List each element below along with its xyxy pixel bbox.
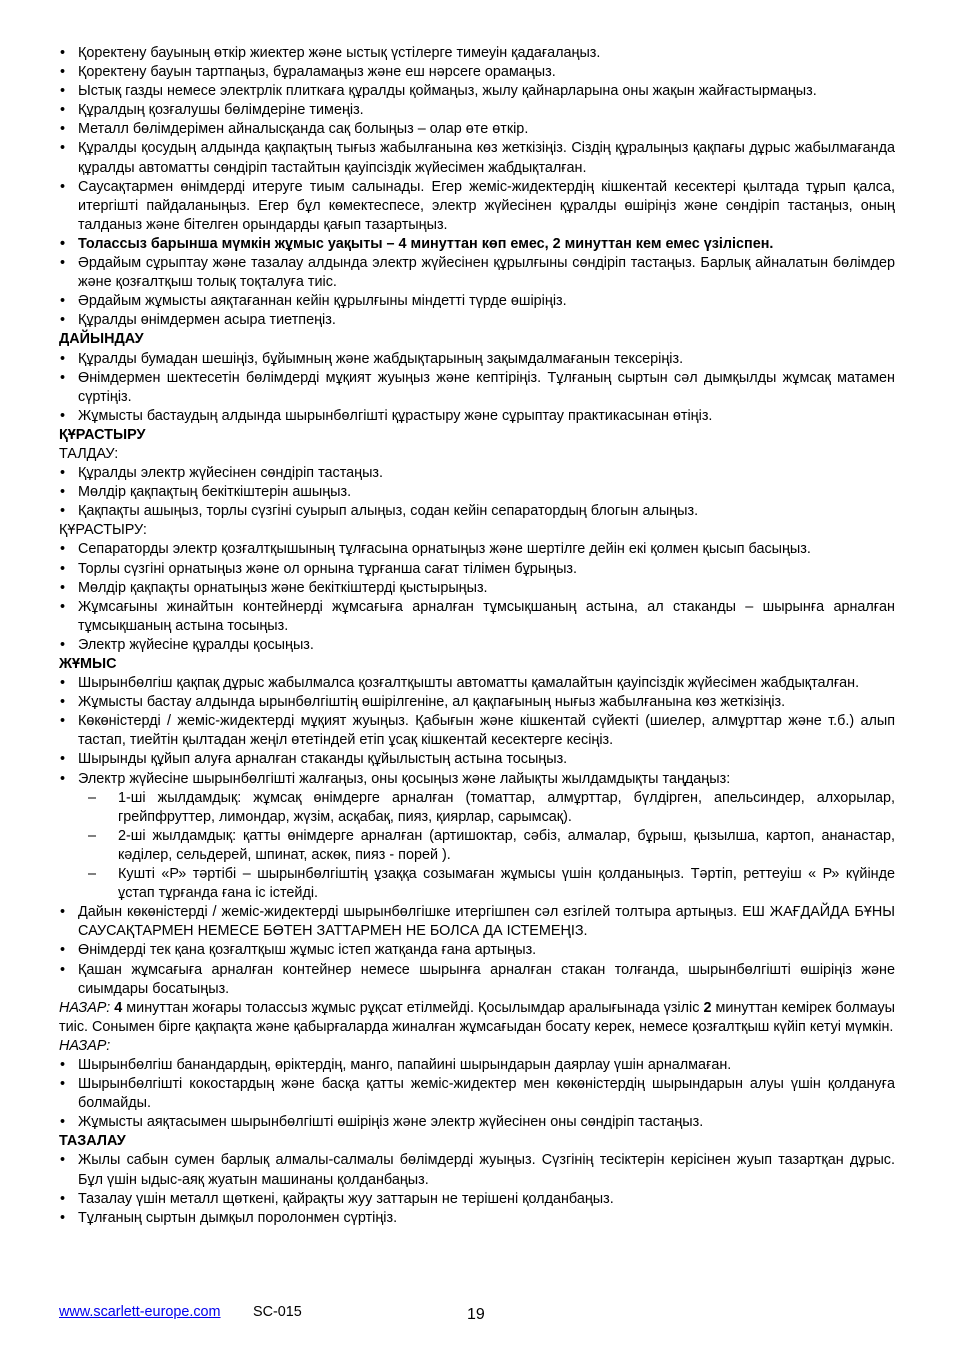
list-item: • Құралды бумадан шешіңіз, бұйымның және жабдықтарының зақымдалмағанын тексеріңіз. [59,350,895,369]
list-item: • Шырынбөлгішті кокостардың және басқа қатты жеміс-жидектер мен көкөністердің шырындарын алуы үшін қолдануға болмайды. [59,1075,895,1113]
warning-paragraph [59,999,895,1037]
warning-number: 2 [703,999,712,1016]
page-number: 19 [467,1306,485,1323]
list-item: • Жұмысты бастаудың алдында шырынбөлгішті құрастыру және сұрыптау практикасынан өтіңіз. [59,407,895,426]
warning-list [59,1056,895,1132]
warning-text: минуттан жоғары толассыз жұмыс рұқсат етілмейді. Қосылымдар аралығынада үзіліс [122,999,704,1016]
list-item: • Құралдың қозғалушы бөлімдеріне тимеңіз. [59,101,895,120]
assembly-label: ҚҰРАСТЫРУ: [59,522,147,539]
speed-item: – 1-ші жылдамдық: жұмсақ өнімдерге арналған (томаттар, алмұрттар, бүлдірген, апельсиндер, алхорылар, грейпфруттер, лимондар, жүзім, асқабақ, пияз, қиярлар, сарымсақ). [59,789,895,827]
list-item: • Жұмысты аяқтасымен шырынбөлгішті өшіріңіз және электр жүйесінен оны сөндіріп тастаңыз. [59,1113,895,1132]
warning-number: 4 [114,999,123,1016]
list-item: • Әрдайым жұмысты аяқтағаннан кейін құрылғыны міндетті түрде өшіріңіз. [59,292,895,311]
section-heading-assembly: ҚҰРАСТЫРУ [59,426,146,443]
list-item: • Өнімдерді тек қана қозғалтқыш жұмыс істеп жатқанда ғана артыңыз. [59,941,895,960]
list-item: • Электр жүйесіне шырынбөлгішті жалғаңыз, оны қосыңыз және лайықты жылдамдықты таңдаңыз: [59,770,895,789]
list-item: • Шырынбөлгіш банандардың, өріктердің, манго, папайині шырындарын даярлау үшін арналмаған. [59,1056,895,1075]
list-item: • Ыстық газды немесе электрлік плиткаға құралды қоймаңыз, жылу қайнарларына оны жақын жайғастырмаңыз. [59,82,895,101]
list-item: • Жұмысты бастау алдында ырынбөлгіштің өшірілгеніне, ал қақпағының нығыз жабылғанына көз жеткізіңіз. [59,693,895,712]
list-item: • Электр жүйесіне құралды қосыңыз. [59,636,895,655]
speed-item: – Кушті «Р» тәртібі – шырынбөлгіштің ұзаққа созымаған жұмысы үшін қолданыңыз. Тәртіп, реттеуіш « Р» күйінде ұстап тұрғанда ғана іс істейді. [59,865,895,903]
list-item: • Қоректену бауының өткір жиектер және ыстық үстілерге тимеуін қадағалаңыз. [59,44,895,63]
warning-label: НАЗАР: [59,999,111,1016]
list-item: • Өнімдермен шектесетін бөлімдерді мұқият жуыңыз және кептіріңіз. Тұлғаның сыртын сәл дымқылды жұмсақ матамен сүртіңіз. [59,369,895,407]
list-item: • Құралды электр жүйесінен сөндіріп тастаңыз. [59,464,895,483]
list-item: • Торлы сүзгіні орнатыңыз және ол орнына тұрғанша сағат тілімен бұрыңыз. [59,560,895,579]
disassembly-list [59,464,895,521]
preparation-list [59,350,895,426]
list-item: • Дайын көкөністерді / жеміс-жидектерді шырынбөлгішке итергішпен сәл езгілей толтыра артыңыз. ЕШ ЖАҒДАЙДА БҰНЫ САУСАҚТАРМЕН НЕМЕСЕ БӨТЕН ЗАТТАРМЕН НЕ БОЛСА ДА ІСТЕМЕҢІЗ. [59,903,895,941]
model-number: SC-015 [253,1304,302,1320]
assembly-list [59,540,895,655]
list-item: • Қоректену бауын тартпаңыз, бұраламаңыз және еш нәрсеге орамаңыз. [59,63,895,82]
list-item: • Шырынбөлгіш қақпақ дұрыс жабылмалса қозғалтқышты автоматты қамалайтын қауіпсіздік жүйесімен жабдықталған. [59,674,895,693]
list-item: • Қашан жұмсағыға арналған контейнер немесе шырынға арналған стакан толғанда, шырынбөлгішті өшіріңіз және сиымдары босатыңыз. [59,961,895,999]
list-item: • Мөлдір қақпақты орнатыңыз және бекіткіштерді қыстырыңыз. [59,579,895,598]
list-item: • Құралды өнімдермен асыра тиетпеңіз. [59,311,895,330]
list-item-bold: • Толассыз барынша мүмкін жұмыс уақыты – 4 минуттан көп емес, 2 минуттан кем емес үзіліспен. [59,235,895,254]
page-footer [59,1304,895,1324]
warning-text: минуттан кемірек болмауы тиіс. Сонымен бірге қақпақта және қабырғаларда жиналған жұмсағыдан босату керек, немесе қозғалтқыш күйіп кетуі мүмкін. [59,999,895,1035]
list-item: • Сепараторды электр қозғалтқышының тұлғасына орнатыңыз және шертілге дейін екі қолмен қысып басыңыз. [59,540,895,559]
list-item: • Жылы сабын сумен барлық алмалы-салмалы бөлімдерді жуыңыз. Сүзгінің тесіктерін керісінен жуып тазартқан дұрыс. Бұл үшін ыдыс-аяқ жуатын машинаны қолданбаңыз. [59,1151,895,1189]
list-item: • Металл бөлімдерімен айналысқанда сақ болыңыз – олар өте өткір. [59,120,895,139]
cleaning-list [59,1151,895,1227]
list-item: • Тазалау үшін металл щөткені, қайрақты жуу заттарын не терішені қолданбаңыз. [59,1190,895,1209]
section-heading-cleaning: ТАЗАЛАУ [59,1133,126,1150]
list-item: • Саусақтармен өнімдерді итеруге тиым салынады. Егер жеміс-жидектердің кішкентай кесектері қылтада тұрып қалса, итергішті пайдаланыңыз. Егер бұл көмектеспесе, электр жүйесінен құралды өшіріңіз және сөндіріп тастаңыз, оның талданыз және бітелген орындарды қағып тазартыңыз. [59,178,895,235]
list-item: • Қақпақты ашыңыз, торлы сүзгіні суырып алыңыз, содан кейін сепаратордың блогын алыңыз. [59,502,895,521]
page-content [59,44,895,1228]
website-link[interactable]: www.scarlett-europe.com [59,1304,221,1320]
operation-list [59,674,895,999]
list-item: • Тұлғаның сыртын дымқыл поролонмен сүртіңіз. [59,1209,895,1228]
warning-label-2: НАЗАР: [59,1037,111,1054]
disassembly-label: ТАЛДАУ: [59,445,119,462]
list-item: • Әрдайым сұрыптау және тазалау алдында электр жүйесінен құрылғыны сөндіріп тастаңыз. Барлық айналатын бөлімдер және қозғалтқыш толық тоқталуға тиіс. [59,254,895,292]
section-heading-preparation: ДАЙЫНДАУ [59,331,144,348]
list-item: • Көкөністерді / жеміс-жидектерді мұқият жуыңыз. Қабығын және кішкентай сүйекті (шиелер, алмұрттар және т.б.) алып тастап, тиейтін қылтадан жеңіл өтетіндей етіп ұсақ кішкентай кесектерге кесіңіз. [59,712,895,750]
list-item: • Мөлдір қақпақтың бекіткіштерін ашыңыз. [59,483,895,502]
list-item: • Жұмсағыны жинайтын контейнерді жұмсағыға арналған тұмсықшаның астына, ал стаканды – шырынға арналған тұмсықшаның астына тосыңыз. [59,598,895,636]
section-heading-operation: ЖҰМЫС [59,656,117,672]
safety-list [59,44,895,330]
speed-item: – 2-ші жылдамдық: қатты өнімдерге арналған (артишоктар, сәбіз, алмалар, бұрыш, қызылша, картоп, ананастар, кәділер, сельдерей, шпинат, аскөк, пияз - порей ). [59,827,895,865]
list-item: • Құралды қосудың алдында қақпақтың тығыз жабылғанына көз жеткізіңіз. Сіздің құралыңыз қақпағы дұрыс жабылмағанда құралды автоматты сөндіріп тастайтын қауіпсіздік жүйесімен жабдықталған. [59,139,895,177]
list-item: • Шырынды құйып алуға арналған стаканды құйылыстың астына тосыңыз. [59,750,895,769]
